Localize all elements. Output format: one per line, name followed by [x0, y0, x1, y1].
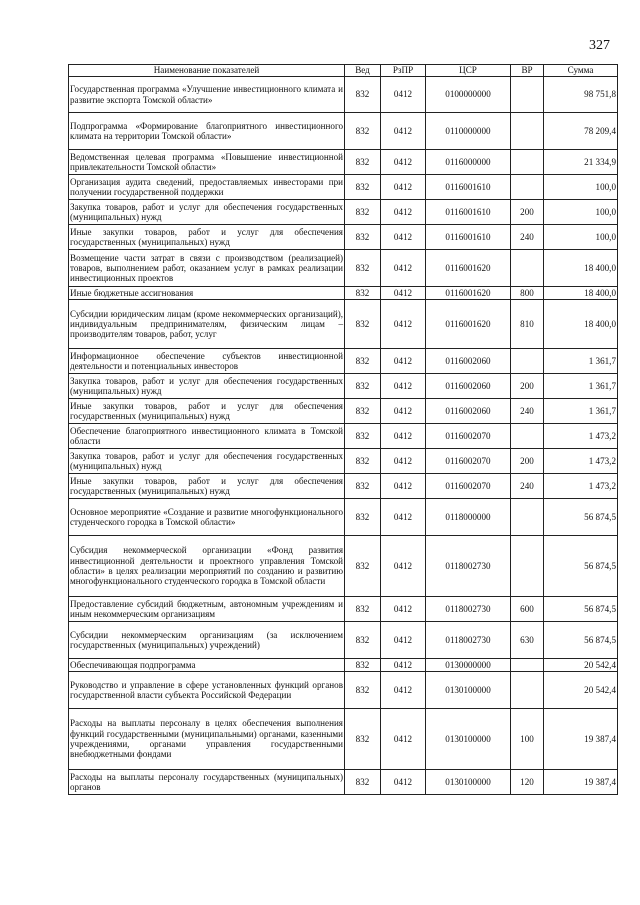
row-csr-cell: 0130000000	[426, 659, 511, 672]
row-rzpr-cell: 0412	[381, 597, 426, 622]
row-sum-cell: 100,0	[544, 175, 618, 200]
table-row	[69, 250, 618, 287]
table-row	[69, 77, 618, 113]
row-sum-cell: 56 874,5	[544, 536, 618, 597]
row-sum-cell: 56 874,5	[544, 499, 618, 536]
table-row	[69, 449, 618, 474]
page-number: 327	[589, 38, 610, 53]
row-rzpr-cell: 0412	[381, 225, 426, 250]
row-sum-cell: 20 542,4	[544, 659, 618, 672]
row-ved-cell: 832	[345, 374, 381, 399]
row-name-cell: Организация аудита сведений, предоставляемых инвесторами при получении государственной поддержки	[69, 175, 345, 200]
row-sum-cell: 78 209,4	[544, 113, 618, 150]
row-ved-cell: 832	[345, 200, 381, 225]
row-rzpr-cell: 0412	[381, 300, 426, 349]
row-name-cell: Информационное обеспечение субъектов инвестиционной деятельности и потенциальных инвесторов	[69, 349, 345, 374]
row-name-cell: Расходы на выплаты персоналу в целях обеспечения выполнения функций государственными (муниципальными) органами, казенными учреждениями, органами управления государственными внебюджетными фондами	[69, 709, 345, 770]
row-rzpr-cell: 0412	[381, 659, 426, 672]
row-rzpr-cell: 0412	[381, 770, 426, 795]
row-name-cell: Иные закупки товаров, работ и услуг для обеспечения государственных (муниципальных) нужд	[69, 225, 345, 250]
row-csr-cell: 0116002060	[426, 374, 511, 399]
row-vr-cell: 810	[511, 300, 544, 349]
row-vr-cell: 240	[511, 474, 544, 499]
row-vr-cell	[511, 672, 544, 709]
row-csr-cell: 0130100000	[426, 709, 511, 770]
table-row	[69, 287, 618, 300]
row-vr-cell: 630	[511, 622, 544, 659]
row-rzpr-cell: 0412	[381, 113, 426, 150]
row-ved-cell: 832	[345, 250, 381, 287]
row-sum-cell: 1 361,7	[544, 399, 618, 424]
row-name-cell: Руководство и управление в сфере установленных функций органов государственной власти субъекта Российской Федерации	[69, 672, 345, 709]
row-sum-cell: 100,0	[544, 200, 618, 225]
row-rzpr-cell: 0412	[381, 374, 426, 399]
row-vr-cell: 200	[511, 374, 544, 399]
row-vr-cell: 600	[511, 597, 544, 622]
row-vr-cell	[511, 424, 544, 449]
row-vr-cell: 800	[511, 287, 544, 300]
table-row	[69, 113, 618, 150]
row-rzpr-cell: 0412	[381, 77, 426, 113]
row-name-cell: Ведомственная целевая программа «Повышение инвестиционной привлекательности Томской области»	[69, 150, 345, 175]
row-sum-cell: 56 874,5	[544, 597, 618, 622]
header-sum: Сумма	[544, 65, 618, 77]
row-csr-cell: 0116001610	[426, 175, 511, 200]
row-csr-cell: 0118002730	[426, 622, 511, 659]
row-vr-cell: 100	[511, 709, 544, 770]
row-vr-cell: 240	[511, 399, 544, 424]
row-rzpr-cell: 0412	[381, 150, 426, 175]
row-rzpr-cell: 0412	[381, 449, 426, 474]
header-ved: Вед	[345, 65, 381, 77]
table-row	[69, 424, 618, 449]
table-row	[69, 672, 618, 709]
row-sum-cell: 56 874,5	[544, 622, 618, 659]
row-csr-cell: 0110000000	[426, 113, 511, 150]
table-row	[69, 709, 618, 770]
row-vr-cell	[511, 113, 544, 150]
row-ved-cell: 832	[345, 474, 381, 499]
row-sum-cell: 19 387,4	[544, 770, 618, 795]
row-vr-cell	[511, 150, 544, 175]
row-name-cell: Возмещение части затрат в связи с производством (реализацией) товаров, выполнением работ, оказанием услуг в рамках реализации инвестиционных проектов	[69, 250, 345, 287]
row-rzpr-cell: 0412	[381, 399, 426, 424]
row-sum-cell: 18 400,0	[544, 300, 618, 349]
row-ved-cell: 832	[345, 225, 381, 250]
row-csr-cell: 0118002730	[426, 536, 511, 597]
table-row	[69, 597, 618, 622]
table-row	[69, 349, 618, 374]
row-name-cell: Подпрограмма «Формирование благоприятного инвестиционного климата на территории Томской области»	[69, 113, 345, 150]
row-csr-cell: 0116002070	[426, 449, 511, 474]
row-csr-cell: 0116001610	[426, 225, 511, 250]
row-ved-cell: 832	[345, 424, 381, 449]
row-ved-cell: 832	[345, 300, 381, 349]
row-ved-cell: 832	[345, 672, 381, 709]
table-row	[69, 770, 618, 795]
row-sum-cell: 1 361,7	[544, 374, 618, 399]
table-header-row	[69, 65, 618, 77]
row-sum-cell: 100,0	[544, 225, 618, 250]
row-rzpr-cell: 0412	[381, 175, 426, 200]
row-name-cell: Государственная программа «Улучшение инвестиционного климата и развитие экспорта Томской области»	[69, 77, 345, 113]
header-vr: ВР	[511, 65, 544, 77]
table-row	[69, 225, 618, 250]
table-row	[69, 300, 618, 349]
row-csr-cell: 0118000000	[426, 499, 511, 536]
row-name-cell: Субсидии некоммерческим организациям (за исключением государственных (муниципальных) учреждений)	[69, 622, 345, 659]
row-csr-cell: 0116002070	[426, 424, 511, 449]
table-row	[69, 499, 618, 536]
row-ved-cell: 832	[345, 113, 381, 150]
row-name-cell: Расходы на выплаты персоналу государственных (муниципальных) органов	[69, 770, 345, 795]
row-name-cell: Обеспечение благоприятного инвестиционного климата в Томской области	[69, 424, 345, 449]
row-csr-cell: 0116001620	[426, 287, 511, 300]
row-csr-cell: 0118002730	[426, 597, 511, 622]
row-vr-cell: 120	[511, 770, 544, 795]
table-row	[69, 200, 618, 225]
table-row	[69, 474, 618, 499]
table-row	[69, 175, 618, 200]
row-vr-cell	[511, 77, 544, 113]
row-vr-cell	[511, 659, 544, 672]
row-csr-cell: 0130100000	[426, 672, 511, 709]
row-ved-cell: 832	[345, 770, 381, 795]
table-body	[69, 77, 618, 795]
row-ved-cell: 832	[345, 536, 381, 597]
row-ved-cell: 832	[345, 499, 381, 536]
row-sum-cell: 20 542,4	[544, 672, 618, 709]
row-ved-cell: 832	[345, 449, 381, 474]
row-ved-cell: 832	[345, 597, 381, 622]
row-csr-cell: 0116000000	[426, 150, 511, 175]
table-row	[69, 622, 618, 659]
row-ved-cell: 832	[345, 709, 381, 770]
row-csr-cell: 0116002070	[426, 474, 511, 499]
row-sum-cell: 21 334,9	[544, 150, 618, 175]
row-csr-cell: 0116001620	[426, 300, 511, 349]
row-rzpr-cell: 0412	[381, 424, 426, 449]
row-sum-cell: 19 387,4	[544, 709, 618, 770]
row-name-cell: Обеспечивающая подпрограмма	[69, 659, 345, 672]
row-name-cell: Субсидии юридическим лицам (кроме некоммерческих организаций), индивидуальным предпринимателям, физическим лицам – производителям товаров, работ, услуг	[69, 300, 345, 349]
row-name-cell: Субсидия некоммерческой организации «Фонд развития инвестиционной деятельности и проектного управления Томской области» в целях реализации мероприятий по созданию и развитию многофункционального студенческого городка в Томской области	[69, 536, 345, 597]
table-row	[69, 399, 618, 424]
row-csr-cell: 0116001610	[426, 200, 511, 225]
row-rzpr-cell: 0412	[381, 622, 426, 659]
row-ved-cell: 832	[345, 150, 381, 175]
row-sum-cell: 1 473,2	[544, 449, 618, 474]
row-vr-cell: 200	[511, 200, 544, 225]
row-name-cell: Иные бюджетные ассигнования	[69, 287, 345, 300]
table-row	[69, 659, 618, 672]
row-csr-cell: 0116002060	[426, 399, 511, 424]
row-name-cell: Иные закупки товаров, работ и услуг для обеспечения государственных (муниципальных) нужд	[69, 399, 345, 424]
row-rzpr-cell: 0412	[381, 287, 426, 300]
row-rzpr-cell: 0412	[381, 349, 426, 374]
header-name: Наименование показателей	[69, 65, 345, 77]
row-rzpr-cell: 0412	[381, 250, 426, 287]
row-sum-cell: 1 473,2	[544, 424, 618, 449]
row-name-cell: Основное мероприятие «Создание и развитие многофункционального студенческого городка в Томской области»	[69, 499, 345, 536]
row-name-cell: Закупка товаров, работ и услуг для обеспечения государственных (муниципальных) нужд	[69, 200, 345, 225]
row-vr-cell	[511, 536, 544, 597]
row-vr-cell	[511, 175, 544, 200]
budget-table	[68, 64, 618, 795]
row-vr-cell: 200	[511, 449, 544, 474]
row-ved-cell: 832	[345, 287, 381, 300]
row-ved-cell: 832	[345, 77, 381, 113]
row-rzpr-cell: 0412	[381, 499, 426, 536]
header-csr: ЦСР	[426, 65, 511, 77]
table-row	[69, 536, 618, 597]
row-vr-cell	[511, 349, 544, 374]
row-csr-cell: 0130100000	[426, 770, 511, 795]
row-sum-cell: 1 473,2	[544, 474, 618, 499]
row-ved-cell: 832	[345, 659, 381, 672]
row-rzpr-cell: 0412	[381, 474, 426, 499]
row-vr-cell	[511, 250, 544, 287]
row-ved-cell: 832	[345, 175, 381, 200]
row-rzpr-cell: 0412	[381, 672, 426, 709]
row-sum-cell: 18 400,0	[544, 287, 618, 300]
table-row	[69, 374, 618, 399]
row-csr-cell: 0116001620	[426, 250, 511, 287]
table-row	[69, 150, 618, 175]
row-sum-cell: 1 361,7	[544, 349, 618, 374]
row-name-cell: Закупка товаров, работ и услуг для обеспечения государственных (муниципальных) нужд	[69, 374, 345, 399]
row-ved-cell: 832	[345, 349, 381, 374]
row-rzpr-cell: 0412	[381, 200, 426, 225]
row-name-cell: Предоставление субсидий бюджетным, автономным учреждениям и иным некоммерческим организациям	[69, 597, 345, 622]
row-rzpr-cell: 0412	[381, 709, 426, 770]
row-sum-cell: 98 751,8	[544, 77, 618, 113]
row-vr-cell: 240	[511, 225, 544, 250]
row-rzpr-cell: 0412	[381, 536, 426, 597]
row-vr-cell	[511, 499, 544, 536]
header-rzpr: РзПР	[381, 65, 426, 77]
row-csr-cell: 0100000000	[426, 77, 511, 113]
row-name-cell: Иные закупки товаров, работ и услуг для обеспечения государственных (муниципальных) нужд	[69, 474, 345, 499]
row-ved-cell: 832	[345, 622, 381, 659]
row-sum-cell: 18 400,0	[544, 250, 618, 287]
row-name-cell: Закупка товаров, работ и услуг для обеспечения государственных (муниципальных) нужд	[69, 449, 345, 474]
row-ved-cell: 832	[345, 399, 381, 424]
row-csr-cell: 0116002060	[426, 349, 511, 374]
